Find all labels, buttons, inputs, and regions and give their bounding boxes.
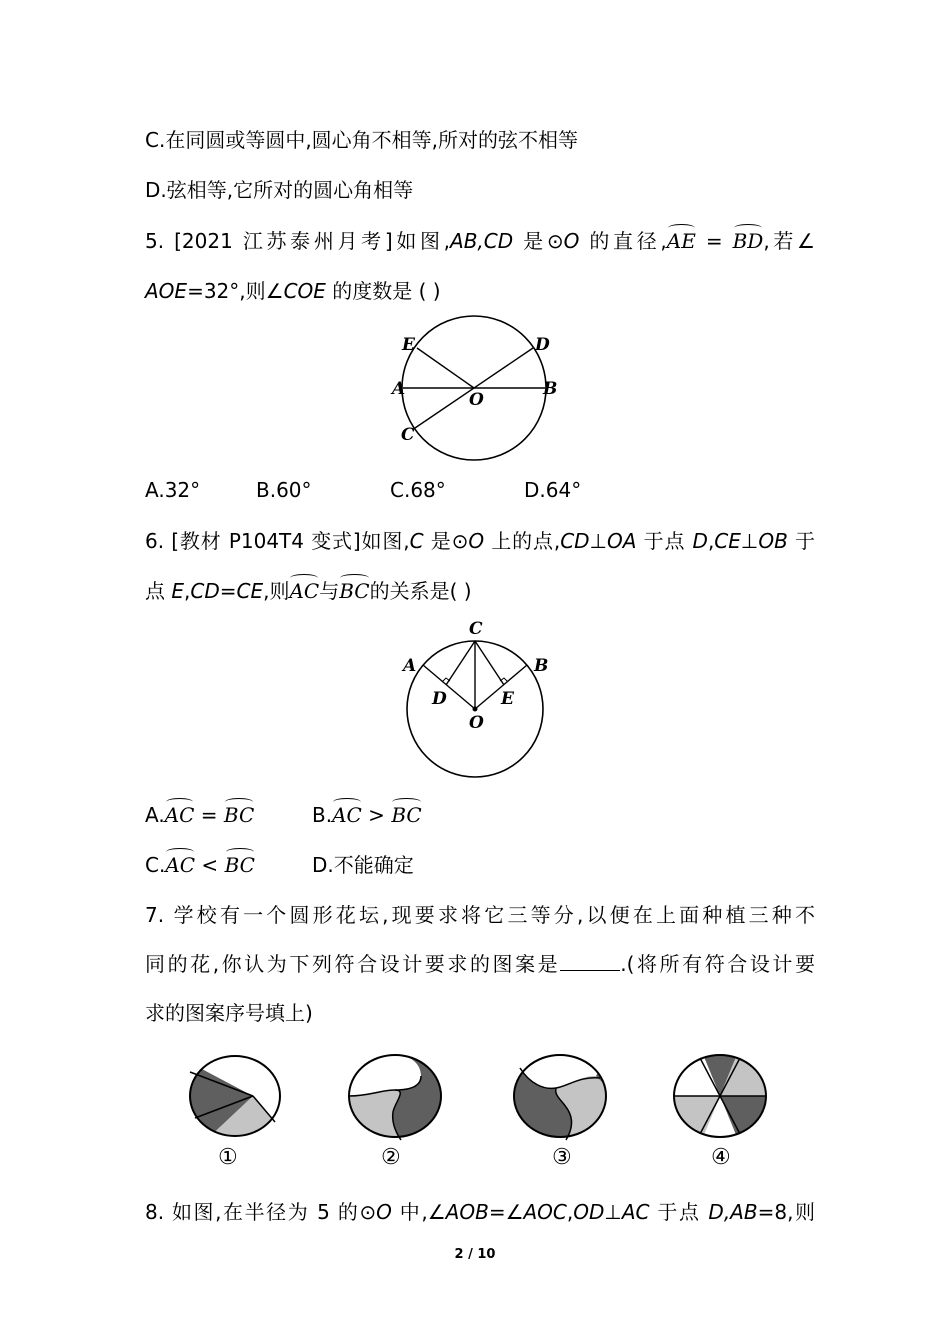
flower-bed-pattern-1 — [185, 1050, 285, 1142]
q5-figure — [385, 310, 565, 470]
label-c: C — [469, 619, 483, 639]
option-d-line: D.弦相等,它所对的圆心角相等 — [145, 178, 414, 202]
flower-bed-pattern-4 — [670, 1050, 770, 1142]
option-c-line: C.在同圆或等圆中,圆心角不相等,所对的弦不相等 — [145, 128, 579, 152]
arc-bc: BC — [339, 579, 370, 603]
q6-option-b: B.AC > BC — [312, 803, 422, 827]
label-b: B — [543, 379, 558, 399]
q5-line1: 5. [2021 江苏泰州月考]如图,AB,CD 是⊙O 的直径,AE = BD,若∠ — [145, 229, 815, 253]
arc-ae: AE — [666, 229, 696, 253]
q8-line1: 8. 如图,在半径为 5 的⊙O 中,∠AOB=∠AOC,OD⊥AC 于点 D,AB=8,则 — [145, 1200, 815, 1224]
q6-line2: 点 E,CD=CE,则AC与BC的关系是( ) — [145, 579, 472, 603]
flower-bed-pattern-3 — [510, 1050, 610, 1142]
q6-line1: 6. [教材 P104T4 变式]如图,C 是⊙O 上的点,CD⊥OA 于点 D,CE⊥OB 于 — [145, 529, 815, 553]
q6-option-d: D.不能确定 — [312, 853, 414, 877]
label-a: A — [392, 379, 406, 399]
label-o: O — [469, 390, 484, 410]
label-e: E — [501, 689, 514, 709]
label-c: C — [401, 425, 415, 445]
q5-line2: AOE=32°,则∠COE 的度数是 ( ) — [145, 279, 441, 303]
label-o: O — [469, 713, 484, 733]
q7-line2: 同的花,你认为下列符合设计要求的图案是 .(将所有符合设计要 — [145, 952, 815, 976]
page-number: 2 / 10 — [454, 1247, 496, 1262]
label-b: B — [534, 656, 549, 676]
q5-option-b: B.60° — [256, 478, 312, 502]
q7-line1: 7. 学校有一个圆形花坛,现要求将它三等分,以便在上面种植三种不 — [145, 903, 815, 927]
segment-cd — [446, 641, 475, 685]
pattern-number-1: ① — [218, 1145, 238, 1170]
arc-bd: BD — [732, 229, 764, 253]
label-d: D — [432, 689, 447, 709]
q7-line3: 求的图案序号填上) — [145, 1001, 313, 1025]
center-dot — [473, 707, 478, 712]
q6-figure — [395, 615, 565, 785]
q6-option-a: A.AC = BC — [145, 803, 255, 827]
answer-blank[interactable] — [560, 950, 620, 971]
radius-oe — [417, 348, 474, 388]
pattern-number-4: ④ — [711, 1145, 731, 1170]
q6-option-c: C.AC < BC — [145, 853, 255, 877]
segment-oa — [423, 665, 475, 709]
pattern-number-2: ② — [381, 1145, 401, 1170]
segment-ce — [475, 641, 504, 685]
label-e: E — [402, 335, 415, 355]
flower-bed-pattern-2 — [345, 1050, 445, 1142]
pattern-number-3: ③ — [552, 1145, 572, 1170]
label-a: A — [403, 656, 417, 676]
q5-option-a: A.32° — [145, 478, 201, 502]
arc-ac: AC — [289, 579, 320, 603]
q5-option-c: C.68° — [390, 478, 446, 502]
label-d: D — [535, 335, 550, 355]
q5-option-d: D.64° — [524, 478, 582, 502]
